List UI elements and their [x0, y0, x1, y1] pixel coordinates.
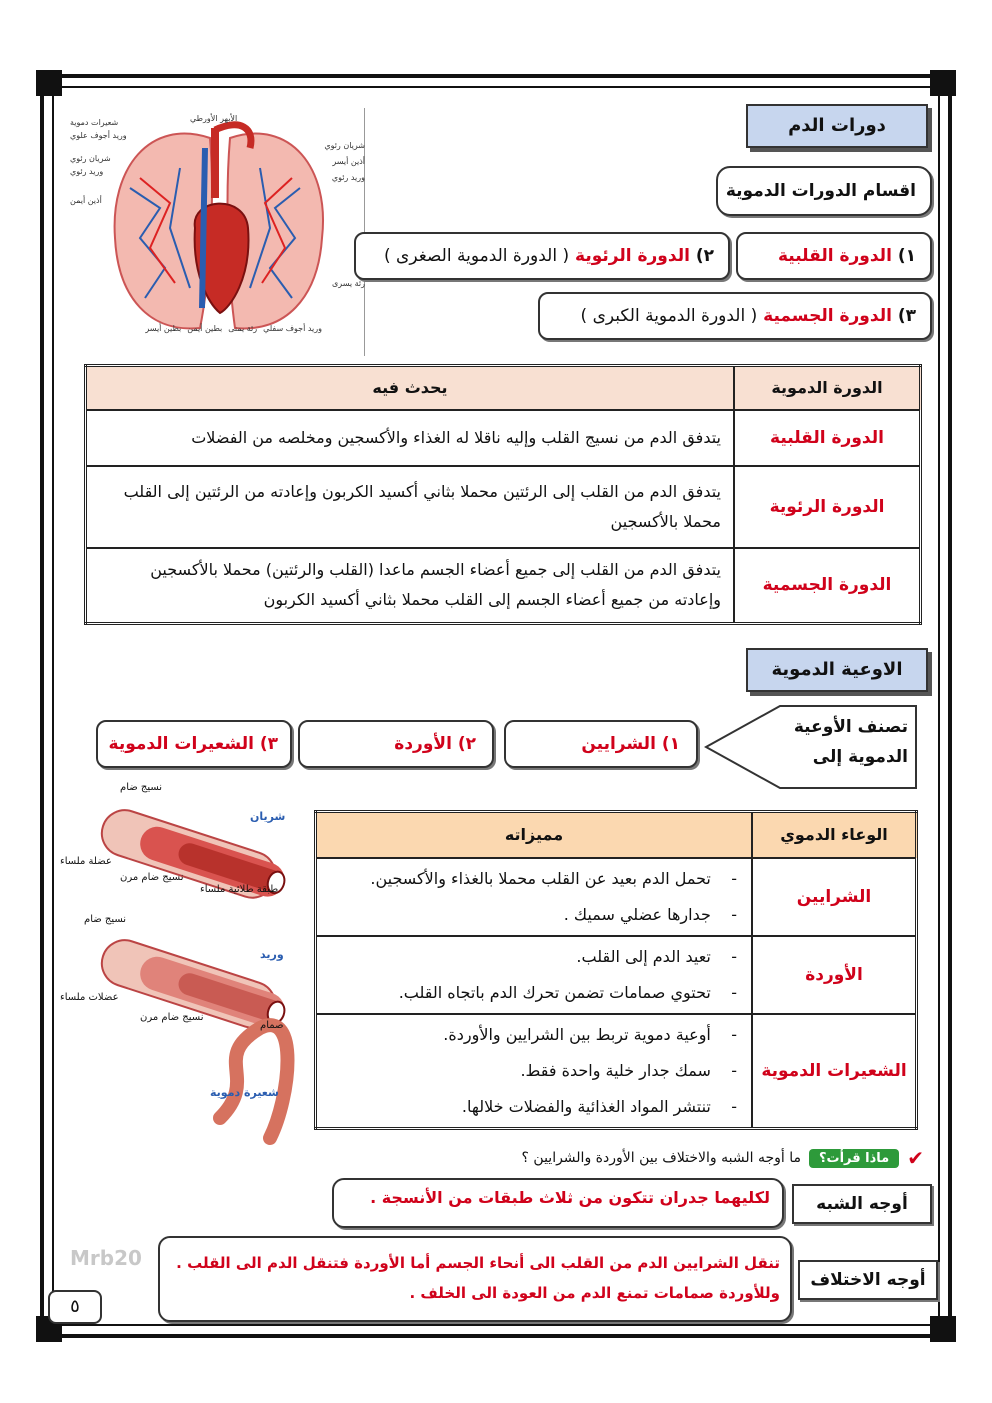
table-header: يحدث فيه: [86, 366, 735, 410]
list-item: - تنتشر المواد الغذائية والفضلات خلالها.: [461, 1096, 737, 1116]
table-row: [86, 410, 921, 466]
difference-line: وللأوردة صمامات تمنع الدم من العودة الى الخلف .: [409, 1284, 780, 1302]
table-cell-desc: [316, 858, 753, 936]
item-name: الأوردة: [394, 734, 452, 754]
watermark: Mrb20: [70, 1246, 142, 1270]
table-row: [316, 858, 917, 936]
classify-callout: [704, 704, 918, 790]
figure-label: رئة يسرى: [332, 279, 365, 288]
figure-label: عضلات ملساء: [60, 992, 119, 1003]
difference-label: أوجه الاختلاف: [798, 1260, 938, 1300]
list-item-text: تحمل الدم بعيد عن القلب محملا بالغذاء والأكسجين.: [370, 868, 711, 888]
item-note: ( الدورة الدموية الكبرى ): [580, 306, 758, 326]
item-number: ٣): [897, 306, 916, 326]
figure-label: بطين أيمن: [187, 324, 223, 333]
circulation-item-1: [736, 232, 932, 280]
list-item: - أوعية دموية تربط بين الشرايين والأوردة.: [443, 1024, 737, 1044]
vessel-type-3: [96, 720, 292, 768]
list-item: - تحمل الدم بعيد عن القلب محملا بالغذاء والأكسجين.: [370, 868, 737, 888]
figure-label: عضلة ملساء: [60, 856, 112, 867]
item-number: ٢): [695, 246, 714, 266]
item-number: ٢): [457, 734, 476, 754]
question-line: [360, 1144, 924, 1172]
list-item-text: سمك جدار خلية واحدة فقط.: [520, 1060, 711, 1080]
figure-label: نسيج ضام: [84, 914, 127, 925]
figure-label: شريان رئوي: [324, 141, 365, 150]
list-item-text: تنتشر المواد الغذائية والفضلات خلالها.: [461, 1096, 711, 1116]
vessel-drawings: [60, 778, 300, 1168]
table-cell-name: الدورة الرئوية: [734, 466, 921, 548]
similarity-label: أوجه الشبه: [792, 1184, 932, 1224]
classify-text: تصنف الأوعية الدموية إلى: [793, 717, 908, 767]
figure-label: وريد رئوي: [70, 167, 104, 176]
item-name: الشعيرات الدموية: [108, 734, 254, 754]
difference-line: تنقل الشرايين الدم من القلب الى أنحاء الجسم أما الأوردة فتنقل الدم الى القلب .: [176, 1254, 780, 1272]
list-item-text: جدارها عضلي سميك .: [563, 904, 711, 924]
frame-corner: [930, 70, 956, 96]
vein-title: وريد: [260, 948, 284, 961]
table-cell-desc: يتدفق الدم من القلب إلى الرئتين محملا بثاني أكسيد الكربون وإعادته من الرئتين إلى القلب محملا بالأكسجين: [86, 466, 735, 548]
section-title-vessels: الاوعية الدموية: [746, 648, 928, 692]
figure-label: شعيرات دموية: [70, 118, 119, 127]
figure-label: نسيج ضام مرن: [120, 872, 184, 883]
figure-label: شريان رئوي: [70, 154, 111, 163]
table-cell-desc: [316, 936, 753, 1014]
circulation-table: [84, 364, 922, 625]
question-text: ما أوجه الشبه والاختلاف بين الأوردة والشرايين ؟: [521, 1150, 801, 1166]
list-item: - تعيد الدم إلى القلب.: [576, 946, 737, 966]
item-name: الدورة الرئوية: [575, 246, 690, 266]
table-row: [316, 1014, 917, 1129]
figure-label: أذين أيسر: [332, 157, 365, 166]
list-item-text: تحتوي صمامات تضمن تحرك الدم باتجاه القلب.: [398, 982, 711, 1002]
circulation-subtitle: اقسام الدورات الدموية: [716, 166, 932, 216]
figure-label: الأبهر الأورطي: [190, 114, 238, 123]
heart-lungs-figure: [70, 108, 365, 356]
figure-label: وريد رئوي: [331, 173, 365, 182]
table-header: مميزاته: [316, 812, 753, 858]
item-name: الدورة القلبية: [777, 246, 892, 266]
vessel-table: [314, 810, 918, 1130]
vessel-type-1: [504, 720, 698, 768]
table-row: [316, 936, 917, 1014]
table-cell-desc: يتدفق الدم من نسيج القلب وإليه ناقلا له الغذاء والأكسجين ومخلصه من الفضلات: [86, 410, 735, 466]
figure-label: طبقة طلائية ملساء: [200, 884, 279, 895]
table-cell-name: الأوردة: [752, 936, 917, 1014]
table-cell-name: الشعيرات الدموية: [752, 1014, 917, 1129]
figure-label: صمام: [260, 1020, 284, 1031]
capillary-title: شعيرة دموية: [210, 1086, 279, 1099]
list-item-text: أوعية دموية تربط بين الشرايين والأوردة.: [443, 1024, 711, 1044]
circulation-item-2: [354, 232, 730, 280]
list-item: - سمك جدار خلية واحدة فقط.: [520, 1060, 737, 1080]
table-cell-desc: [316, 1014, 753, 1129]
table-header: الدورة الدموية: [734, 366, 921, 410]
figure-label: رئة يمنى: [228, 324, 258, 333]
what-did-you-read-badge: ماذا قرأت؟: [809, 1149, 899, 1168]
table-cell-name: الشرايين: [752, 858, 917, 936]
table-cell-desc: يتدفق الدم من القلب إلى جميع أعضاء الجسم ماعدا (القلب والرئتين) محملا بالأكسجين وإعادته من جميع أعضاء الجسم إلى القلب محملا بثاني أكسيد الكربون: [86, 548, 735, 624]
vessel-illustrations: [60, 778, 300, 1168]
item-number: ١): [661, 734, 680, 754]
table-header: الوعاء الدموي: [752, 812, 917, 858]
check-icon: ✔: [907, 1146, 924, 1170]
section-title-circulation: دورات الدم: [746, 104, 928, 148]
circulation-item-3: [538, 292, 932, 340]
vessel-type-2: [298, 720, 494, 768]
artery-title: شريان: [250, 810, 286, 823]
similarity-answer: لكليهما جدران تتكون من ثلاث طبقات من الأنسجة .: [332, 1178, 784, 1228]
item-note: ( الدورة الدموية الصغرى ): [384, 246, 570, 266]
list-item-text: تعيد الدم إلى القلب.: [576, 946, 711, 966]
figure-label: نسيج ضام مرن: [140, 1012, 204, 1023]
item-name: الدورة الجسمية: [763, 306, 892, 326]
page-number: ٥: [48, 1290, 102, 1324]
figure-label: نسيج ضام: [120, 782, 163, 793]
table-row: [86, 548, 921, 624]
table-cell-name: الدورة القلبية: [734, 410, 921, 466]
list-item: - تحتوي صمامات تضمن تحرك الدم باتجاه القلب.: [398, 982, 737, 1002]
item-number: ٣): [259, 734, 278, 754]
frame-corner: [36, 70, 62, 96]
table-cell-name: الدورة الجسمية: [734, 548, 921, 624]
table-row: [86, 466, 921, 548]
figure-label: وريد أجوف علوي: [70, 131, 127, 140]
figure-label: بطين أيسر: [145, 324, 182, 333]
frame-corner: [930, 1316, 956, 1342]
difference-answer: [158, 1236, 792, 1322]
list-item: - جدارها عضلي سميك .: [563, 904, 737, 924]
item-number: ١): [897, 246, 916, 266]
figure-label: وريد أجوف سفلي: [263, 324, 322, 333]
figure-label: أذين أيمن: [70, 196, 102, 205]
item-name: الشرايين: [581, 734, 656, 754]
